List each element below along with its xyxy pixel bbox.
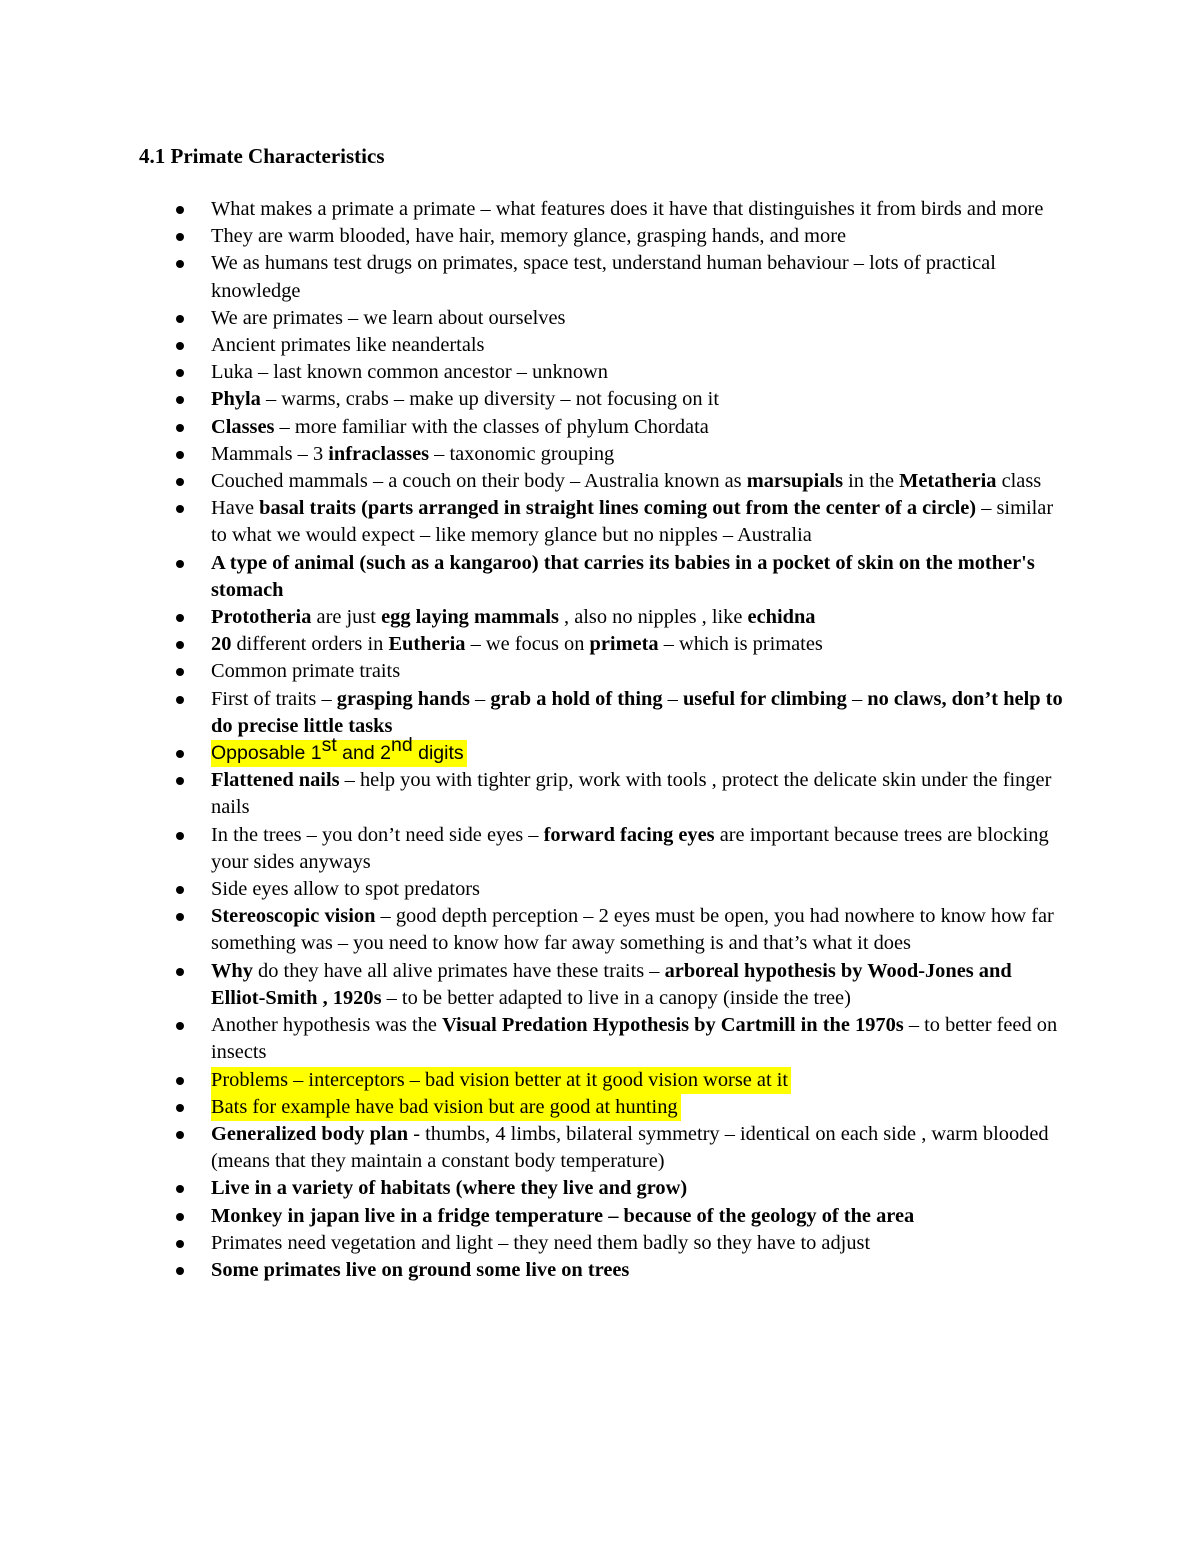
text-segment: are important because trees are blocking your sides anyways <box>211 823 1054 873</box>
item-text <box>211 552 1040 601</box>
text-segment: – warms, crabs – make up diversity – not focusing on it <box>260 388 720 411</box>
item-text <box>211 878 480 900</box>
item-text <box>211 443 614 465</box>
item-text <box>211 960 1017 1009</box>
text-segment: Common primate traits <box>211 660 401 683</box>
bold-text: primeta <box>589 633 659 656</box>
bullet-icon <box>176 1213 184 1221</box>
bullet-icon <box>176 260 184 268</box>
text-segment: – help you with tighter grip, work with tools , protect the delicate skin under the finger nails <box>211 769 1057 819</box>
bullet-icon <box>176 913 184 921</box>
bold-text: marsupials <box>746 470 844 493</box>
text-segment: are just <box>311 606 382 629</box>
list-item <box>0 1203 1071 1230</box>
highlighted-text <box>211 734 467 767</box>
item-text <box>211 416 709 438</box>
text-segment: – more familiar with the classes of phylum Chordata <box>274 415 709 438</box>
bold-text: Visual Predation Hypothesis by Cartmill in the 1970s <box>442 1014 904 1037</box>
bullet-icon <box>176 560 184 568</box>
list-item <box>0 604 1071 631</box>
bullet-icon <box>176 206 184 214</box>
list-item <box>0 631 1071 658</box>
bullet-icon <box>176 1240 184 1248</box>
list-item <box>0 495 1071 549</box>
bold-text: no claws, don’t help to do precise little tasks <box>211 687 1068 737</box>
superscript: nd <box>390 734 413 757</box>
list-item <box>0 734 1071 767</box>
item-text <box>211 225 846 247</box>
text-segment: in the <box>843 470 900 493</box>
text-segment: Ancient primates like neandertals <box>211 334 485 357</box>
bold-text: infraclasses <box>328 442 430 465</box>
list-item <box>0 414 1071 441</box>
list-item <box>0 359 1071 386</box>
bold-text: Some primates live on ground some live on trees <box>211 1258 630 1281</box>
item-text <box>211 1177 687 1199</box>
list-item <box>0 1067 1071 1094</box>
bold-text: Stereoscopic vision <box>211 905 376 928</box>
bullet-icon <box>176 396 184 404</box>
text-segment: – good depth perception – 2 eyes must be open, you had nowhere to know how far something was – you need to know how far away something is and that’s what it does <box>211 905 1059 955</box>
item-text <box>211 361 608 383</box>
text-segment: We as humans test drugs on primates, space test, understand human behaviour – lots of practical knowledge <box>211 252 1001 302</box>
text-segment: Another hypothesis was the <box>211 1014 443 1037</box>
bold-text: egg laying mammals <box>381 606 559 629</box>
text-segment: Have <box>211 497 260 520</box>
bullet-icon <box>176 233 184 241</box>
bold-text: Why <box>211 959 253 982</box>
text-segment: – to be better adapted to live in a canopy (inside the tree) <box>381 986 851 1009</box>
item-text <box>211 497 1058 546</box>
text-segment: Side eyes allow to spot predators <box>211 878 480 901</box>
text-segment: and 2 <box>336 742 391 765</box>
item-text <box>211 660 400 682</box>
bold-text: 20 <box>211 633 232 656</box>
highlighted-text <box>211 1067 791 1094</box>
bold-text: Eutheria <box>388 633 466 656</box>
list-item <box>0 332 1071 359</box>
bold-text: A type of animal (such as a kangaroo) that carries its babies in a pocket of skin on the mother's stomach <box>211 551 1040 601</box>
bullet-icon <box>176 886 184 894</box>
bullet-icon <box>176 668 184 676</box>
bullet-icon <box>176 750 184 758</box>
item-text <box>211 470 1041 492</box>
bullet-icon <box>176 451 184 459</box>
bold-text: Generalized body plan <box>211 1122 409 1145</box>
list-item <box>0 1094 1071 1121</box>
list-item <box>0 386 1071 413</box>
text-segment: – which is primates <box>658 633 823 656</box>
text-segment: Bats for example have bad vision but are good at hunting <box>211 1095 678 1118</box>
list-item <box>0 1257 1071 1284</box>
text-segment: Mammals – 3 <box>211 442 329 465</box>
bullet-icon <box>176 832 184 840</box>
text-segment: Couched mammals – a couch on their body – Australia known as <box>211 470 747 493</box>
bold-text: grasping hands <box>336 687 470 710</box>
item-text <box>211 633 823 655</box>
text-segment: – similar to what we would expect – like memory glance but no nipples – Australia <box>211 497 1059 547</box>
list-item <box>0 658 1071 685</box>
item-text <box>211 1123 1054 1172</box>
text-segment: In the trees – you don’t need side eyes – <box>211 823 544 846</box>
superscript: st <box>321 734 337 757</box>
text-segment: – we focus on <box>465 633 590 656</box>
bullet-icon <box>176 478 184 486</box>
list-item <box>0 441 1071 468</box>
list-item <box>0 305 1071 332</box>
text-segment: Luka – last known common ancestor – unknown <box>211 361 608 384</box>
item-text <box>211 198 1043 220</box>
bold-text: useful for climbing <box>682 687 847 710</box>
bullet-icon <box>176 369 184 377</box>
item-text <box>211 1232 870 1254</box>
highlighted-text <box>211 1094 681 1121</box>
item-text <box>211 334 484 356</box>
item-text <box>211 1259 629 1281</box>
text-segment: Opposable 1 <box>211 742 322 765</box>
item-text <box>211 1205 914 1227</box>
text-segment: First of traits – <box>211 687 337 710</box>
bold-text: Monkey in japan live in a fridge temperature – because of the geology of the area <box>211 1204 915 1227</box>
text-segment: class <box>996 470 1042 493</box>
list-item <box>0 223 1071 250</box>
bullet-icon <box>176 614 184 622</box>
list-item <box>0 903 1071 957</box>
list-item <box>0 876 1071 903</box>
text-segment: – <box>662 687 683 710</box>
list-item <box>0 686 1071 740</box>
bullet-list <box>0 196 1200 1284</box>
item-text <box>211 388 719 410</box>
bullet-icon <box>176 342 184 350</box>
text-segment: , also no nipples , like <box>558 606 748 629</box>
item-text <box>211 688 1068 737</box>
list-item <box>0 1175 1071 1202</box>
bold-text: forward facing eyes <box>543 823 715 846</box>
bold-text: echidna <box>747 606 816 629</box>
page-title: 4.1 Primate Characteristics <box>139 144 385 168</box>
bullet-icon <box>176 1267 184 1275</box>
bullet-icon <box>176 1022 184 1030</box>
list-item <box>0 1230 1071 1257</box>
list-item <box>0 1012 1071 1066</box>
bullet-icon <box>176 315 184 323</box>
item-text <box>211 307 566 329</box>
list-item <box>0 767 1071 821</box>
list-item <box>0 550 1071 604</box>
bullet-icon <box>176 696 184 704</box>
text-segment: do they have all alive primates have these traits – <box>252 959 665 982</box>
text-segment: Problems – interceptors – bad vision better at it good vision worse at it <box>211 1068 789 1091</box>
list-item <box>0 822 1071 876</box>
list-item <box>0 1121 1071 1175</box>
bold-text: arboreal hypothesis by Wood-Jones and Elliot-Smith , 1920s <box>211 959 1017 1009</box>
bullet-icon <box>176 641 184 649</box>
text-segment: They are warm blooded, have hair, memory glance, grasping hands, and more <box>211 225 847 248</box>
bold-text: Flattened nails <box>211 769 340 792</box>
text-segment: – to better feed on insects <box>211 1014 1063 1064</box>
bold-text: Metatheria <box>899 470 997 493</box>
list-item <box>0 468 1071 495</box>
bullet-icon <box>176 777 184 785</box>
bold-text: Prototheria <box>211 606 312 629</box>
bullet-icon <box>176 1104 184 1112</box>
item-text <box>211 769 1057 818</box>
bullet-icon <box>176 1185 184 1193</box>
item-text <box>211 824 1054 873</box>
bold-text: basal traits (parts arranged in straight lines coming out from the center of a circle) <box>259 497 977 520</box>
bold-text: grab a hold of thing <box>490 687 663 710</box>
item-text <box>211 252 1001 301</box>
text-segment: - thumbs, 4 limbs, bilateral symmetry – identical on each side , warm blooded (means that they maintain a constant body temperature) <box>211 1122 1054 1173</box>
bold-text: Live in a variety of habitats (where they live and grow) <box>211 1177 688 1200</box>
text-segment: We are primates – we learn about ourselves <box>211 306 566 329</box>
bold-text: Classes <box>211 415 275 438</box>
item-text <box>211 606 816 628</box>
text-segment: Primates need vegetation and light – they need them badly so they have to adjust <box>211 1231 871 1254</box>
bold-text: Phyla <box>211 388 261 411</box>
bullet-icon <box>176 1131 184 1139</box>
text-segment: – <box>469 687 491 710</box>
item-text <box>211 905 1059 954</box>
item-text <box>211 1014 1062 1063</box>
text-segment: digits <box>412 742 464 765</box>
list-item <box>0 250 1071 304</box>
text-segment: different orders in <box>231 633 389 656</box>
list-item <box>0 958 1071 1012</box>
text-segment: – <box>846 687 868 710</box>
bullet-icon <box>176 1077 184 1085</box>
bullet-icon <box>176 968 184 976</box>
text-segment: – taxonomic grouping <box>429 442 615 465</box>
bullet-icon <box>176 505 184 513</box>
bullet-icon <box>176 424 184 432</box>
text-segment: What makes a primate a primate – what features does it have that distinguishes it from birds and more <box>211 198 1044 220</box>
list-item <box>0 196 1071 223</box>
